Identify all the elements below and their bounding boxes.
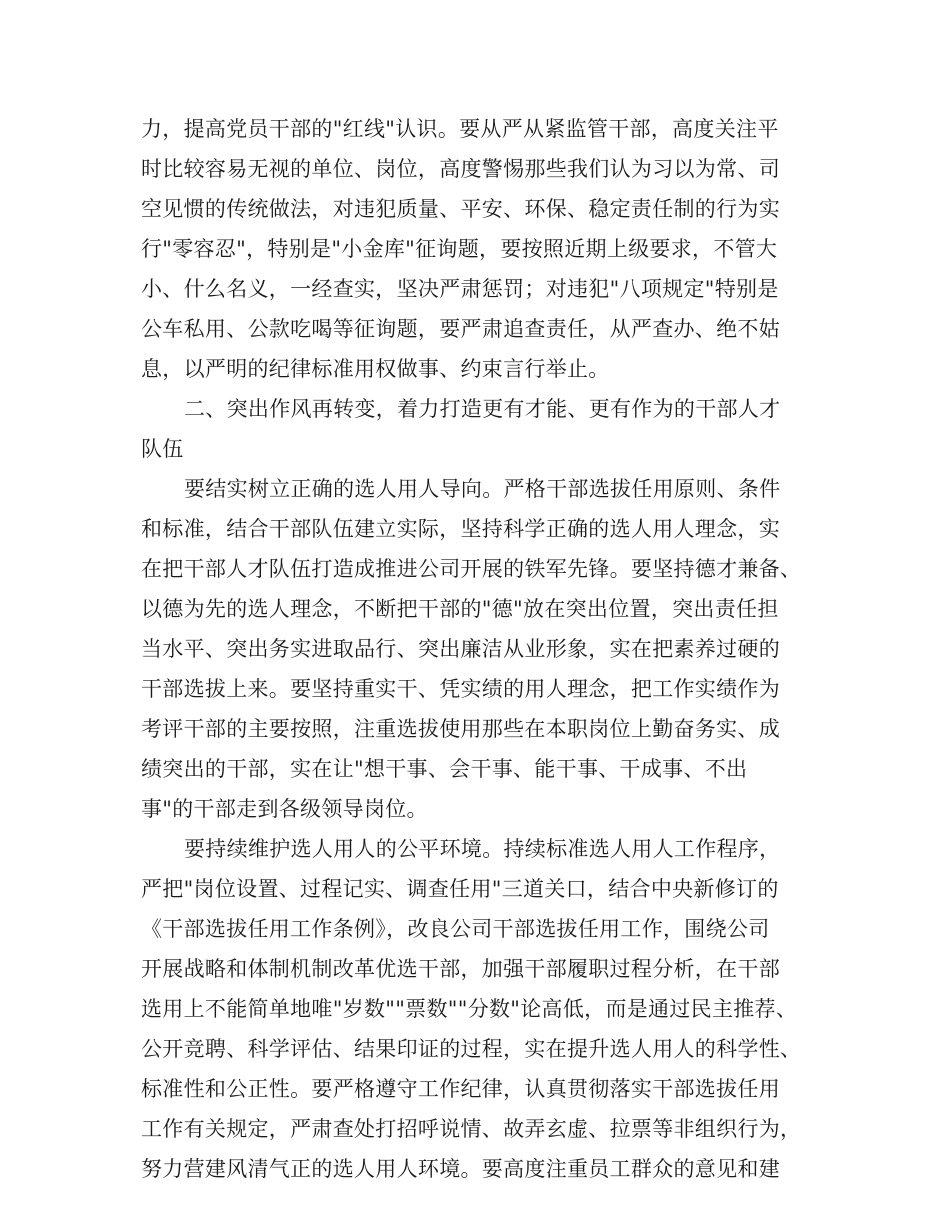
text-line: 息，以严明的纪律标准用权做事、约束言行举止。 — [141, 357, 610, 381]
text-line: 当水平、突出务实进取品行、突出廉洁从业形象，实在把素养过硬的 — [141, 637, 780, 661]
text-line: 事"的干部走到各级领导岗位。 — [141, 797, 428, 821]
text-line: 空见惯的传统做法，对违犯质量、平安、环保、稳定责任制的行为实 — [141, 197, 780, 221]
text-line: 严把"岗位设置、过程记实、调查任用"三道关口，结合中央新修订的 — [141, 877, 779, 901]
text-line: 选用上不能简单地唯"岁数""票数""分数"论高低，而是通过民主推荐、 — [141, 997, 798, 1021]
text-line: 在把干部人才队伍打造成推进公司开展的铁军先锋。要坚持德才兼备、 — [141, 557, 802, 581]
text-line: 力，提高党员干部的"红线"认识。要从严从紧监管干部，高度关注平 — [141, 117, 779, 141]
text-line: 工作有关规定，严肃查处打招呼说情、故弄玄虚、拉票等非组织行为， — [141, 1117, 802, 1141]
text-line: 时比较容易无视的单位、岗位，高度警惕那些我们认为习以为常、司 — [141, 157, 780, 181]
paragraph-start: 要结实树立正确的选人用人导向。严格干部选拔任用原则、条件 — [184, 477, 781, 501]
text-line: 行"零容忍"，特别是"小金库"征询题，要按照近期上级要求，不管大 — [141, 237, 778, 261]
text-line: 公开竞聘、科学评估、结果印证的过程，实在提升选人用人的科学性、 — [141, 1037, 802, 1061]
text-line: 以德为先的选人理念，不断把干部的"德"放在突出位置，突出责任担 — [141, 597, 779, 621]
section-heading-continued: 队伍 — [141, 437, 184, 461]
text-line: 考评干部的主要按照，注重选拔使用那些在本职岗位上勤奋务实、成 — [141, 717, 780, 741]
text-line: 和标准，结合干部队伍建立实际，坚持科学正确的选人用人理念，实 — [141, 517, 780, 541]
text-line: 绩突出的干部，实在让"想干事、会干事、能干事、干成事、不出 — [141, 757, 748, 781]
section-heading: 二、突出作风再转变，着力打造更有才能、更有作为的干部人才 — [184, 397, 781, 421]
text-line: 开展战略和体制机制改革优选干部，加强干部履职过程分析，在干部 — [141, 957, 780, 981]
paragraph-start: 要持续维护选人用人的公平环境。持续标准选人用人工作程序， — [184, 837, 781, 861]
text-line: 干部选拔上来。要坚持重实干、凭实绩的用人理念，把工作实绩作为 — [141, 677, 780, 701]
text-line: 小、什么名义，一经查实，坚决严肃惩罚；对违犯"八项规定"特别是 — [141, 277, 779, 301]
text-line: 《干部选拔任用工作条例》，改良公司干部选拔任用工作，围绕公司 — [141, 917, 770, 941]
text-line: 努力营建风清气正的选人用人环境。要高度注重员工群众的意见和建 — [141, 1157, 780, 1181]
text-line: 标准性和公正性。要严格遵守工作纪律，认真贯彻落实干部选拔任用 — [141, 1077, 780, 1101]
text-line: 公车私用、公款吃喝等征询题，要严肃追查责任，从严查办、绝不姑 — [141, 317, 780, 341]
